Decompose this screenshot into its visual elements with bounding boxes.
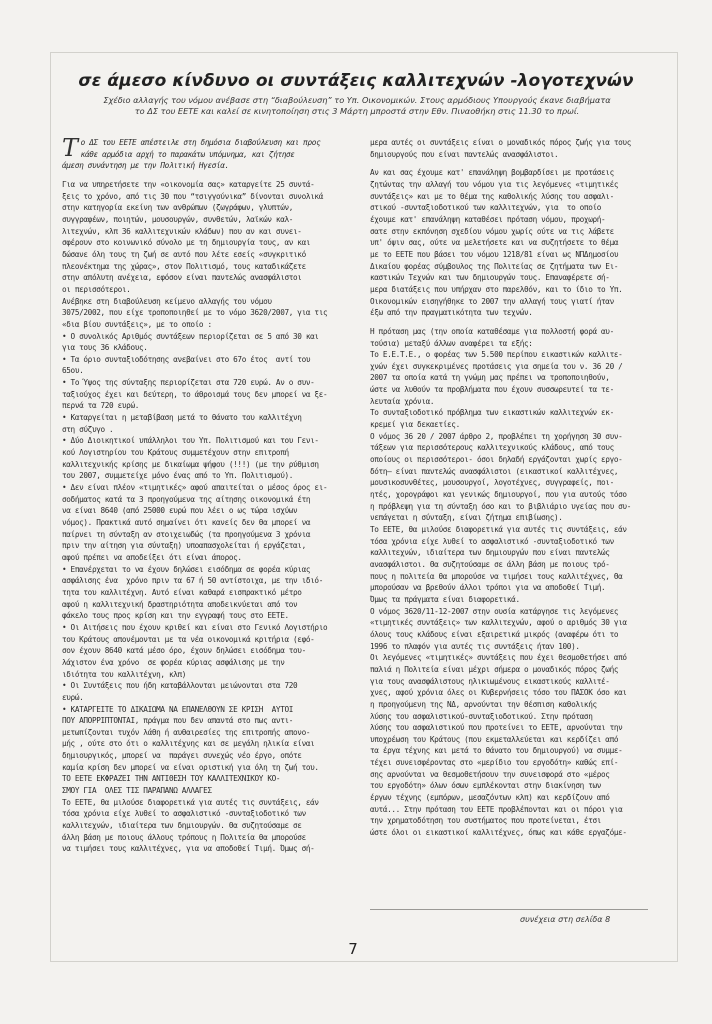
text-line: Για να υπηρετήσετε την «οικονομία σας» καταργείτε 25 συντά-: [62, 179, 315, 189]
text-line: μουσικοσυνθέτες, μουσουργοί, λογοτέχνες, συγγραφείς, ποι-: [370, 478, 614, 488]
continued-note: συνέχεια στη σελίδα 8: [520, 915, 611, 924]
text-line: ζητώντας την αλλαγή του νόμου για τις λεγόμενες «τιμητικές: [370, 179, 619, 189]
text-line: περνά τα 720 ευρώ.: [62, 401, 140, 411]
text-line: Όμως τα πράγματα είναι διαφορετικά.: [370, 594, 520, 604]
text-line: συντάξεις» και με το θέμα της καθολικής λύσης του ασφαλι-: [370, 191, 614, 201]
text-line: υποχρέωση του Κράτους (που εκμεταλλεύεται και κερδίζει από: [370, 734, 619, 744]
text-line: νεπάγεται η σύνταξη, είναι ζήτημα επιβίωσης).: [370, 513, 563, 523]
text-line: Δικαίου φορέας σύμβουλος της Πολιτείας σε ζητήματα των Ει-: [370, 261, 619, 271]
text-line: όλους τους κλάδους είναι εξαιρετικά μικρός (αναφέρω ότι το: [370, 629, 619, 639]
text-line: νόμος). Πρακτικά αυτό σημαίνει ότι κανείς δεν θα μπορεί να: [62, 518, 311, 527]
text-line: για τους 36 κλάδους.: [62, 343, 148, 353]
text-line: Οι λεγόμενες «τιμητικές» συντάξεις που έχει θεσμοθετήσει από: [370, 653, 627, 663]
text-line: κρεμεί για δεκαετίες.: [370, 420, 460, 430]
text-line: έχουμε κατ' επανάληψη καταθέσει πρόταση νόμου, προχωρή-: [370, 214, 606, 224]
text-line: • Δύο Διοικητικοί υπάλληλοι του Υπ. Πολιτισμού και του Γενι-: [62, 436, 319, 446]
text-line: ανασφάλιστοι. Θα συζητούσαμε σε άλλη βάση με ποιους τρό-: [370, 559, 610, 569]
text-line: ΠΟΥ ΑΠΟΡΡΙΠΤΟΝΤΑΙ, πράγμα που δεν απαντά στο πως αντι-: [62, 716, 294, 726]
left-body: [62, 172, 342, 855]
text-line: οι περισσότεροι.: [62, 284, 131, 294]
text-line: Οικονομικών εισηγήθηκε το 2007 την αλλαγή τους γιατί ήταν: [370, 296, 614, 306]
text-line: ώστε να λυθούν τα προβλήματα που έχουν συσσωρευτεί τα τε-: [370, 385, 614, 395]
text-line: πλεονέκτημα της χώρας», στον Πολιτισμό, τους καταδικάζετε: [62, 261, 306, 271]
text-line: αφού πρέπει να αποδείξει ότι είναι άπορος.: [62, 552, 242, 562]
text-line: ώστε όλοι οι εικαστικοί καλλιτέχνες, όπως και κάθε εργαζόμε-: [370, 828, 627, 838]
text-line: λευταία χρόνια.: [370, 396, 435, 406]
text-line: λύσης του ασφαλιστικού-συνταξιοδοτικού. Στην πρόταση: [370, 711, 593, 721]
text-line: να είναι 8640 (από 25000 ευρώ που λέει ο ως τώρα ισχύων: [62, 506, 298, 516]
text-line: μετωπίζονται τυχόν λάθη ή αυθαιρεσίες της επιτροπής απονο-: [62, 727, 311, 737]
text-line: «τιμητικές συντάξεις» των καλλιτεχνών, αφού ο αριθμός 30 για: [370, 618, 627, 628]
text-line: «δια βίου συντάξεις», με το οποίο :: [62, 319, 212, 329]
text-line: του Κράτους απονέμονται με τα νέα οικονομικά κριτήρια (εφό-: [62, 634, 315, 644]
text-line: καλλιτεχνών, ιδιαίτερα των δημιουργών που είναι παντελώς: [370, 548, 610, 558]
text-line: Η πρόταση μας (την οποία καταθέσαμε για πολλοστή φορά αυ-: [370, 326, 614, 336]
text-line: παίρνει τη σύνταξη αν στοιχειωδώς (τα προηγούμενα 3 χρόνια: [62, 529, 311, 539]
text-line: τούσια) μεταξύ άλλων αναφέρει τα εξής:: [370, 338, 533, 348]
text-line: 65ου.: [62, 366, 84, 376]
text-line: ευρώ.: [62, 692, 84, 702]
article-title: σε άμεσο κίνδυνο οι συντάξεις καλλιτεχνών -λογοτεχνών: [78, 71, 634, 91]
intro-paragraph: [62, 134, 342, 172]
text-line: τητα του καλλιτέχνη. Αυτό είναι καθαρά εισπρακτικό μέτρο: [62, 587, 302, 597]
text-line: άλλη βάση με ποιους άλλους τρόπους η Πολιτεία θα μπορούσε: [62, 832, 306, 842]
text-line: η πρόβλεψη για τη σύνταξη όσο και το βιβλιάριο υγείας που συ-: [370, 501, 631, 511]
text-line: δημιουργικός, μπορεί να παράγει συνεχώς νέο έργο, οπότε: [62, 751, 302, 761]
text-line: η προηγούμενη της ΝΔ, αρνούνται την θέσπιση καθολικής: [370, 699, 597, 709]
text-line: αυτά... Στην πρόταση του ΕΕΤΕ προβλέπονται και οι πόροι για: [370, 804, 623, 814]
text-line: λύσης του ασφαλιστικού που προτείνει το ΕΕΤΕ, αρνούνται την: [370, 723, 623, 733]
text-line: δότη– είναι παντελώς ανασφάλιστοι (εικαστικοί καλλιτέχνες,: [370, 466, 619, 476]
text-line: να τιμήσει τους καλλιτέχνες, για να αποδοθεί Τιμή. Όμως σή-: [62, 844, 315, 854]
dropcap: Τ: [62, 134, 78, 162]
text-line: Το Ε.Ε.Τ.Ε., ο φορέας των 5.500 περίπου εικαστικών καλλιτε-: [370, 350, 623, 360]
text-line: • Καταργείται η μεταβίβαση μετά το θάνατο του καλλιτέχνη: [62, 413, 302, 423]
text-line: στην απόλυτη ανέχεια, εφόσον είναι παντελώς ανασφάλιστοι: [62, 273, 302, 283]
text-line: τόσα χρόνια είχε λυθεί το ασφαλιστικό -συνταξιοδοτικό των: [370, 536, 614, 546]
text-line: καστικών Τεχνών και των δημιουργών τους. Επαναφέρετε σή-: [370, 273, 610, 283]
text-line: μής , ούτε στο ότι ο καλλιτέχνης και σε μεγάλη ηλικία είναι: [62, 739, 315, 749]
right-body: [370, 137, 650, 839]
text-line: Αν και σας έχουμε κατ' επανάληψη βομβαρδίσει με προτάσεις: [370, 168, 614, 178]
text-line: δημιουργούς που είναι παντελώς ανασφάλιστοι.: [370, 149, 559, 159]
intro-line: ο ΔΣ του ΕΕΤΕ απέστειλε στη δημόσια διαβούλευση και προς: [80, 138, 321, 147]
text-line: τάξεων για περισσότερους καλλιτεχνικούς κλάδους, από τους: [370, 443, 614, 453]
text-line: 2007 τα οποία κατά τη γνώμη μας πρέπει να τροποποιηθούν,: [370, 373, 610, 383]
text-line: [370, 160, 650, 167]
text-line: • Οι Αιτήσεις που έχουν κριθεί και είναι στο Γενικό Λογιστήριο: [62, 622, 328, 632]
text-line: Το συνταξιοδοτικό πρόβλημα των εικαστικών καλλιτεχνών εκ-: [370, 408, 614, 418]
text-line: υπ' όψιν σας, ούτε να μελετήσετε και να συζητήσετε το θέμα: [370, 238, 619, 248]
text-line: σον έχουν 8640 κατά μέσο όρο, έχουν δηλώσει εισόδημα του-: [62, 646, 306, 656]
text-line: έργων τέχνης (εμπόρων, μεσαζόντων κλπ) και κερδίζουν από: [370, 793, 610, 803]
text-line: ταξιούχος έχει και δεύτερη, το άθροισμά τους δεν μπορεί να ξε-: [62, 389, 328, 399]
intro-line: άμεση συνάντηση με την Πολιτική Ηγεσία.: [62, 161, 229, 171]
text-line: χνών έχει συγκεκριμένες προτάσεις για σημεία του ν. 36 20 /: [370, 361, 623, 371]
text-line: ξεις το χρόνο, από τις 30 που “τσιγγούνικα” δίνονται συνολικά: [62, 191, 323, 201]
text-line: χνες, αφού χρόνια όλες οι Κυβερνήσεις τόσο του ΠΑΣΟΚ όσο και: [370, 688, 627, 698]
text-line: [62, 172, 342, 179]
text-line: για τους ανασφάλιστους ηλικιωμένους εικαστικούς καλλιτέ-: [370, 676, 610, 686]
text-line: ΣΜΟΥ ΓΙΑ ΟΛΕΣ ΤΙΣ ΠΑΡΑΠΑΝΩ ΑΛΛΑΓΕΣ: [62, 786, 212, 796]
text-line: μπορούσαν να βρεθούν άλλοι τρόποι για να αποδοθεί Τιμή.: [370, 583, 606, 593]
text-line: συγγραφέων, ποιητών, μουσουργών, συνθετών, λαϊκών καλ-: [62, 214, 294, 224]
text-line: παλιά η Πολιτεία είναι μέχρι σήμερα ο μοναδικός πόρος ζωής: [370, 664, 619, 674]
text-line: φάκελο τους προς κρίση και την εγγραφή τους στο ΕΕΤΕ.: [62, 611, 289, 621]
text-line: Το ΕΕΤΕ, θα μιλούσε διαφορετικά για αυτές τις συντάξεις, εάν: [370, 525, 627, 534]
text-line: έξω από την πραγματικότητα των τεχνών.: [370, 308, 533, 318]
text-line: τα έργα τέχνης και μετά το θάνατο του δημιουργού) να συμμε-: [370, 746, 623, 756]
subtitle-line: Σχέδιο αλλαγής του νόμου ανέβασε στη “διαβούλευση” το Υπ. Οικονομικών. Στους αρμόδιους Υπουργούς έκανε διαβήματα: [103, 95, 611, 105]
text-line: στη σύζυγο .: [62, 424, 114, 434]
text-line: μερα αυτές οι συντάξεις είναι ο μοναδικός πόρος ζωής για τους: [370, 138, 631, 147]
text-line: Ο νόμος 36 20 / 2007 άρθρο 2, προβλέπει τη χορήγηση 30 συν-: [370, 431, 623, 441]
text-line: • Ο συνολικός Αριθμός συντάξεων περιορίζεται σε 5 από 30 και: [62, 331, 319, 341]
text-line: • Δεν είναι πλέον «τιμητικές» αφού απαιτείται ο μέσος όρος ει-: [62, 483, 328, 493]
text-line: πριν την αίτηση για σύνταξη) υποαπασχολείται ή εργάζεται,: [62, 541, 306, 551]
text-line: ιδιότητα του καλλιτέχνη, κλπ): [62, 669, 187, 679]
text-line: σατε στην εκπόνηση σχεδίου νόμου χωρίς ούτε να τις λάβετε: [370, 226, 614, 236]
text-line: ασφάλισης ένα χρόνο πριν τα 67 ή 50 αντίστοιχα, με την ιδιό-: [62, 576, 323, 586]
text-line: στην κατηγορία εκείνη των ανθρώπων (ζωγράφων, γλυπτών,: [62, 203, 294, 213]
text-line: 1996 το πλαφόν για αυτές τις συντάξεις ήταν 100).: [370, 641, 580, 651]
text-line: Ανέβηκε στη διαβούλευση κείμενο αλλαγής του νόμου: [62, 296, 272, 306]
text-line: Ο νόμος 3620/11-12-2007 στην ουσία κατάργησε τις λεγόμενες: [370, 606, 619, 616]
text-line: πους η πολιτεία θα μπορούσε να τιμήσει τους καλλιτέχνες, Θα: [370, 571, 623, 581]
text-line: • Επανέρχεται το να έχουν δηλώσει εισόδημα σε φορέα κύριας: [62, 564, 311, 574]
text-line: σφέρουν στο κοινωνικό σύνολο με τη δημιουργία τους, αν και: [62, 238, 311, 248]
text-line: σης αρνούνται να θεσμοθετήσουν την συνεισφορά στο «μέρος: [370, 769, 610, 779]
article-subtitle: [62, 95, 652, 118]
text-line: [370, 319, 650, 326]
left-column: [62, 134, 342, 855]
text-line: καλλιτεχνών, ιδιαίτερα των δημιουργών. Θα συζητούσαμε σε: [62, 821, 302, 831]
column-end-rule: [370, 909, 648, 910]
text-line: • Τα όριο συνταξιοδότησης ανεβαίνει στο 67ο έτος αντί του: [62, 354, 311, 364]
text-line: λιτεχνών, κλπ 36 καλλιτεχνικών κλάδων) που αν και συνει-: [62, 226, 302, 236]
intro-line: κάθε αρμόδια αρχή το παρακάτω υπόμνημα, και ζήτησε: [80, 149, 295, 159]
text-line: τόσα χρόνια είχε λυθεί το ασφαλιστικό -συνταξιοδοτικό των: [62, 809, 306, 819]
text-line: • Το Ύψος της σύνταξης περιορίζεται στα 720 ευρώ. Αν ο συν-: [62, 378, 315, 388]
right-column: [370, 137, 650, 839]
text-line: τέχει συνεισφέροντας στο «μερίδιο του εργοδότη» καθώς επί-: [370, 758, 619, 768]
text-line: καλλιτεχνικής κρίσης με δικαίωμα ψήφου (!!!) (με την ρύθμιση: [62, 459, 319, 469]
text-line: • Οι Συντάξεις που ήδη καταβάλλονται μειώνονται στα 720: [62, 681, 298, 691]
text-line: κού Λογιστηρίου του Κράτους συμμετέχουν στην επιτροπή: [62, 448, 289, 458]
text-line: μερα διατάξεις που υπήρχαν στο παρελθόν, και το ίδιο το Υπ.: [370, 284, 623, 294]
text-line: 3075/2002, που είχε τροποποιηθεί με το νόμο 3620/2007, για τις: [62, 308, 328, 318]
text-line: με το ΕΕΤΕ που βάσει του νόμου 1218/81 είναι ως ΝΠΔημοσίου: [370, 249, 619, 259]
page-number: 7: [348, 940, 358, 958]
text-line: ητές, χορογράφοι και γενικώς δημιουργοί, που για αυτούς τόσο: [370, 490, 627, 500]
text-line: αφού η καλλιτεχνική δραστηριότητα αποδεικνύεται από τον: [62, 599, 298, 609]
text-line: λάχιστον ένα χρόνο σε φορέα κύριας ασφάλισης με την: [62, 657, 285, 667]
text-line: ΤΟ ΕΕΤΕ ΕΚΦΡΑΖΕΙ ΤΗΝ ΑΝΤΙΘΕΣΗ ΤΟΥ ΚΑΛΛΙΤΕΧΝΙΚΟΥ ΚΟ-: [62, 774, 281, 784]
text-line: του 2007, συμμετείχε μόνο ένας από το Υπ. Πολιτισμού).: [62, 471, 294, 481]
text-line: σοδήματος κατά τα 3 προηγούμενα της αίτησης οικονομικά έτη: [62, 494, 311, 504]
text-line: στικού -συνταξιοδοτικού των καλλιτεχνών, για το οποίο: [370, 203, 602, 213]
text-line: οποίους οι περισσότεροι- όσοι δηλαδή εργάζονται χωρίς εργο-: [370, 455, 623, 465]
text-line: δώσανε όλη τους τη ζωή σε αυτό που λέτε εσείς «συγκριτικό: [62, 249, 306, 259]
text-line: • ΚΑΤΑΡΓΕΙΤΕ ΤΟ ΔΙΚΑΙΩΜΑ ΝΑ ΕΠΑΝΕΛΘΟΥΝ ΣΕ ΚΡΙΣΗ ΑΥΤΟΙ: [62, 704, 294, 714]
text-line: καμία κρίση δεν μπορεί να είναι οριστική για όλη τη ζωή του.: [62, 762, 319, 772]
subtitle-line: το ΔΣ του ΕΕΤΕ και καλεί σε κινητοποίηση στις 3 Μάρτη μπροστά στην Εθν. Πιναοθήκη στις 11.30 το πρωί.: [134, 106, 580, 117]
text-line: την χρηματοδότηση του συστήματος που προτείνεται, έτσι: [370, 816, 602, 826]
text-line: Το ΕΕΤΕ, θα μιλούσε διαφορετικά για αυτές τις συντάξεις, εάν: [62, 797, 319, 807]
text-line: του εργοδότη» όλων όσων εμπλέκονται στην διακίνηση των: [370, 781, 602, 791]
